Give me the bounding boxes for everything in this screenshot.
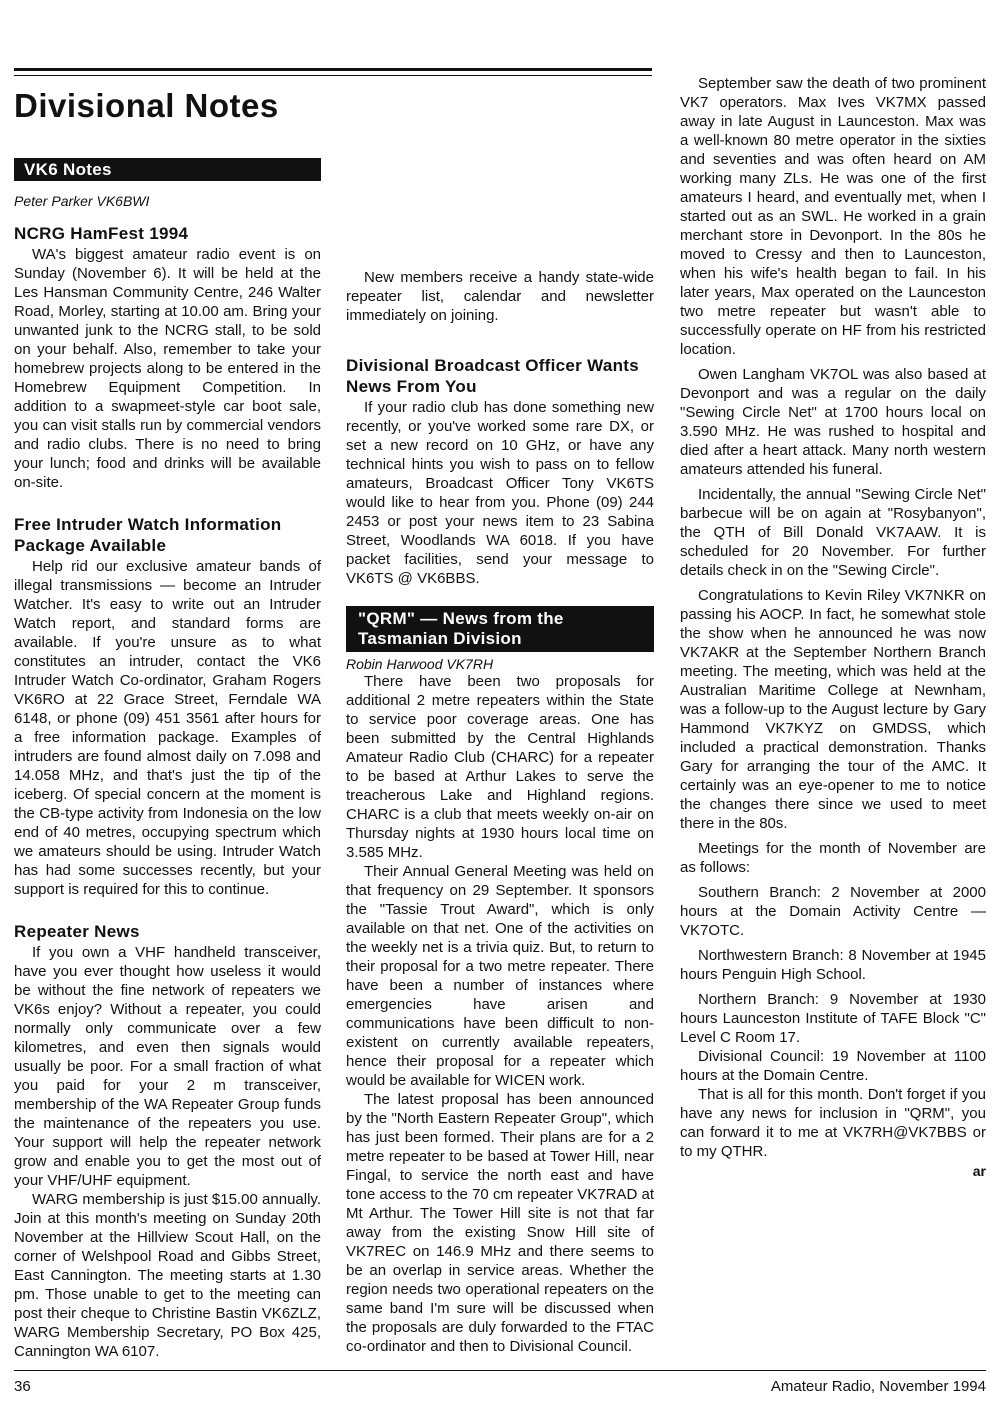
intruder-watch-paragraph: Help rid our exclusive amateur bands of illegal transmissions — become an Intruder Watcher. It's easy to write out an Intruder Watch report, and standard forms are available. If you're unsure as to what constitutes an intruder, contact the VK6 Intruder Watch Co-ordinator, Graham Rogers VK6RO at 22 Grace Street, Ferndale WA 6148, or phone (09) 451 3561 after hours for a free information package. Examples of intruders are found almost daily on 7.098 and 14.058 MHz, and that's just the tip of the iceberg. Of special concern at the moment is the CB-type activity from Indonesia on the low end of 40 metres, occupying spectrum which we amateurs should be using. Intruder Watch has had some successes recently, but your support is required for this to continue. — [14, 558, 321, 898]
qrm-byline: Robin Harwood VK7RH — [346, 656, 494, 672]
ncrg-hamfest-heading: NCRG HamFest 1994 — [14, 224, 189, 243]
broadcast-officer-paragraph: If your radio club has done something new recently, or you've worked some rare DX, or set a new record on 10 GHz, or have any technical hints you wish to pass on to fellow amateurs, Broadcast Officer Tony VK6TS would like to hear from you. Phone (09) 244 2453 or post your news item to 23 Sabina Street, Woodlands WA 6018. If you have packet facilities, send your message to VK6TS @ VK6BBS. — [346, 399, 654, 587]
footer-rule — [14, 1370, 986, 1371]
qrm-paragraph-7: Congratulations to Kevin Riley VK7NKR on passing his AOCP. In fact, he somewhat stole the show when he announced he was now VK7AKR at the September Northern Branch meeting. The meeting, which was held at the Australian Maritime College at Newnham, was a follow-up to the August lecture by Gary Hammond VK7KYZ on GMDSS, which included a practical demonstration. Thanks Gary for arranging the tour of the AMC. It certainly was an eye-opener to me to notice the changes there since we used to meet there in the 80s. — [680, 587, 986, 832]
qrm-paragraph-4: September saw the death of two prominent VK7 operators. Max Ives VK7MX passed away in late August in Launceston. Max was a well-known 80 metre operator in the sixties and seventies and was often heard on AM working many ZLs. He was one of the first amateurs I heard, and eventually met, when I started out as an SWL. He worked in a grain merchant store in Devonport. In the 80s he moved to Cressy and then to Launceston, when his wife's health began to fail. In his later years, Max operated on the Launceston two metre repeater but wasn't able to successfully operate on HF from his restricted location. — [680, 75, 986, 358]
qrm-banner-label: "QRM" — News from the Tasmanian Division — [358, 609, 564, 648]
section-gap — [346, 588, 654, 606]
repeater-news-paragraph-1: If you own a VHF handheld transceiver, have you ever thought how useless it would be without the fine network of repeaters we VK6s enjoy? Without a repeater, you could normally only communicate over a few kilometres, and even then signals would usually be poor. For a small fraction of what you paid for your 2 m transceiver, membership of the WA Repeater Group funds the maintenance of the repeaters you use. Your support will help the repeater network grow and enable you to get the most out of your VHF/UHF equipment. — [14, 944, 321, 1189]
qrm-paragraph-3: The latest proposal has been announced by the "North Eastern Repeater Group", which has just been formed. Their plans are for a 2 metre repeater to be based at Tower Hill, near Fingal, to service the north east and have tone access to the 70 cm repeater VK7RAD at Mt Arthur. The Tower Hill site is not that far away from the existing Snow Hill site of VK7REC on 146.9 MHz and there seems to be an overlap in service areas. Whether the region needs two operational repeaters on the same band I'm sure will be discussed when the proposals are duly forwarded to the FTAC co-ordinator and then to Divisional Council. — [346, 1091, 654, 1355]
qrm-paragraph-8: Meetings for the month of November are as follows: — [680, 840, 986, 876]
section-gap — [14, 899, 321, 921]
section-gap — [346, 325, 654, 355]
ncrg-hamfest-paragraph: WA's biggest amateur radio event is on Sunday (November 6). It will be held at the Les Hansman Community Centre, 246 Walter Road, Morley, starting at 10.00 am. Bring your unwanted junk to the NCRG stall, to be sold on your behalf. Also, remember to take your homebrew projects along to be entered in the Homebrew Equipment Competition. In addition to a swapmeet-style car boot sale, you can visit stalls run by commercial vendors and radio clubs. There is no need to bring your lunch; food and drinks will be available on-site. — [14, 246, 321, 491]
qrm-paragraph-2: Their Annual General Meeting was held on that frequency on 29 September. It sponsors the "Tassie Trout Award", which is only available on that net. One of the activities on the weekly net is a trivia quiz. But, to return to their proposal for a two metre repeater. There have been a number of instances where emergencies have arisen and communications have been difficult to non-existent on currently available repeaters, hence their proposal for a repeater which would be available for WICEN work. — [346, 863, 654, 1089]
qrm-meeting-council: Divisional Council: 19 November at 1100 hours at the Domain Centre. — [680, 1048, 986, 1084]
qrm-paragraph-1: There have been two proposals for additional 2 metre repeaters within the State to service poor coverage areas. One has been submitted by the Central Highlands Amateur Radio Club (CHARC) for a repeater to be based at Arthur Lakes to serve the treacherous Lake and Highland regions. CHARC is a club that meets weekly on-air on Thursday nights at 1930 hours local time on 3.585 MHz. — [346, 673, 654, 861]
qrm-closing: That is all for this month. Don't forget if you have any news for inclusion in "QRM", you can forward it to me at VK7RH@VK7BBS or to my QTHR. — [680, 1086, 986, 1160]
qrm-paragraph-6: Incidentally, the annual "Sewing Circle Net" barbecue will be on again at "Rosybanyon", the QTH of Bill Donald VK7AAW. It is scheduled for 20 November. For further details check in on the "Sewing Circle". — [680, 486, 986, 579]
vk6-notes-banner — [14, 158, 321, 181]
column-2 — [346, 68, 654, 1356]
end-mark: ar — [972, 1163, 986, 1179]
page-title: Divisional Notes — [14, 87, 279, 124]
section-gap — [14, 492, 321, 514]
qrm-meeting-northern: Northern Branch: 9 November at 1930 hours Launceston Institute of TAFE Block "C" Level C Room 17. — [680, 991, 986, 1046]
repeater-news-paragraph-3: New members receive a handy state-wide repeater list, calendar and newsletter immediately on joining. — [346, 269, 654, 324]
qrm-banner — [346, 606, 654, 652]
page-number: 36 — [14, 1378, 31, 1395]
broadcast-officer-heading: Divisional Broadcast Officer Wants News From You — [346, 356, 639, 396]
repeater-news-heading: Repeater News — [14, 922, 140, 941]
publication-line: Amateur Radio, November 1994 — [770, 1378, 986, 1395]
qrm-meeting-northwestern: Northwestern Branch: 8 November at 1945 hours Penguin High School. — [680, 947, 986, 983]
repeater-news-paragraph-2: WARG membership is just $15.00 annually. Join at this month's meeting on Sunday 20th November at the Hillview Scout Hall, on the corner of Welshpool Road and Gibbs Street, East Cannington. The meeting starts at 1.30 pm. Those unable to get to the meeting can post their cheque to Christine Bastin VK6ZLZ, WARG Membership Secretary, PO Box 425, Cannington WA 6107. — [14, 1191, 321, 1360]
column-3 — [680, 68, 986, 1179]
vk6-byline: Peter Parker VK6BWI — [14, 193, 150, 209]
intruder-watch-heading: Free Intruder Watch Information Package Available — [14, 515, 282, 555]
vk6-notes-banner-label: VK6 Notes — [24, 160, 112, 179]
qrm-meeting-southern: Southern Branch: 2 November at 2000 hours at the Domain Activity Centre — VK7OTC. — [680, 884, 986, 939]
qrm-paragraph-5: Owen Langham VK7OL was also based at Devonport and was a regular on the daily "Sewing Circle Net" at 1700 hours local on 3.590 MHz. He was rushed to hospital and died after a heart attack. Many north western amateurs attended his funeral. — [680, 366, 986, 478]
column-1 — [14, 158, 321, 1361]
